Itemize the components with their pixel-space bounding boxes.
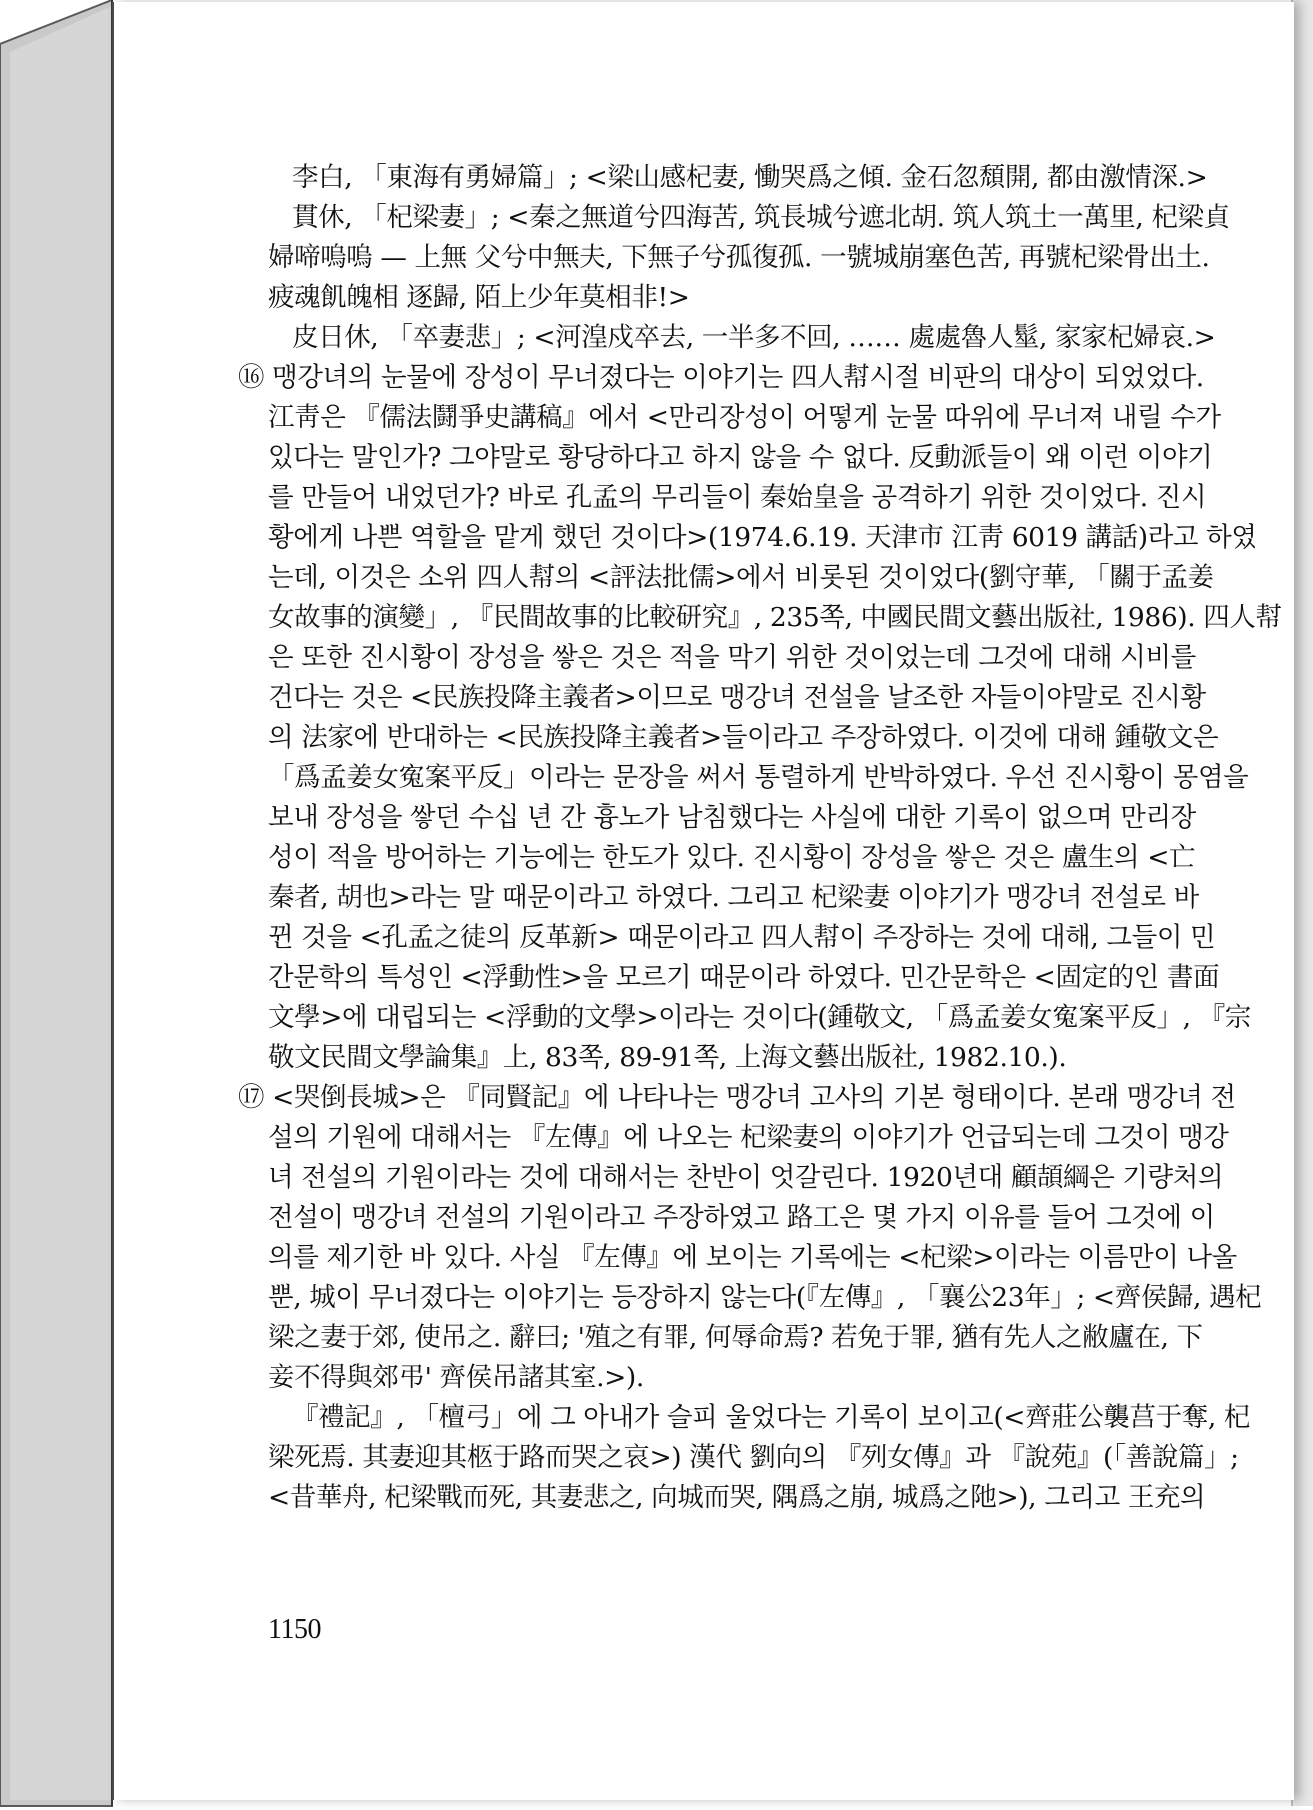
text-line: 보내 장성을 쌓던 수십 년 간 흉노가 남침했다는 사실에 대한 기록이 없으며 만리장 <box>268 802 1196 833</box>
text-line: 건다는 것은 <民族投降主義者>이므로 맹강녀 전설을 날조한 자들이야말로 진시황 <box>268 682 1206 713</box>
text-line: 妾不得與郊弔' 齊侯吊諸其室.>). <box>268 1362 644 1393</box>
text-line: 皮日休, 「卒妻悲」; <河湟戍卒去, 一半多不回, …… 處處魯人髽, 家家杞婦哀.> <box>292 322 1216 353</box>
text-line: 간문학의 특성인 <浮動性>을 모르기 때문이라 하였다. 민간문학은 <固定的인 書面 <box>268 962 1220 993</box>
text-line: 婦啼嗚嗚 — 上無 父兮中無夫, 下無子兮孤復孤. 一號城崩塞色苦, 再號杞梁骨出土. <box>268 242 1210 273</box>
text-line: 梁死焉. 其妻迎其柩于路而哭之哀>) 漢代 劉向의 『列女傳』과 『說苑』(「善說篇」; <box>268 1442 1239 1473</box>
text-line: 은 또한 진시황이 장성을 쌓은 것은 적을 막기 위한 것이었는데 그것에 대해 시비를 <box>268 642 1196 673</box>
text-line: 李白, 「東海有勇婦篇」; <梁山感杞妻, 慟哭爲之傾. 金石忽頹開, 都由激情深.> <box>292 162 1208 193</box>
text-line: 는데, 이것은 소위 四人幇의 <評法批儒>에서 비롯된 것이었다(劉守華, 「關于孟姜 <box>268 562 1214 593</box>
text-line: 녀 전설의 기원이라는 것에 대해서는 찬반이 엇갈린다. 1920년대 顧頡綱은 기량처의 <box>268 1162 1224 1193</box>
text-line: 秦者, 胡也>라는 말 때문이라고 하였다. 그리고 杞梁妻 이야기가 맹강녀 전설로 바 <box>268 882 1199 913</box>
text-line: 文學>에 대립되는 <浮動的文學>이라는 것이다(鍾敬文, 「爲孟姜女寃案平反」, 『宗 <box>268 1002 1251 1033</box>
text-line: 女故事的演變」, 『民間故事的比較研究』, 235쪽, 中國民間文藝出版社, 1986). 四人幇 <box>268 602 1282 633</box>
text-line: <昔華舟, 杞梁戰而死, 其妻悲之, 向城而哭, 隅爲之崩, 城爲之阤>), 그리고 王充의 <box>268 1482 1206 1513</box>
page-number: 1150 <box>268 1614 321 1645</box>
text-line: 貫休, 「杞梁妻」; <秦之無道兮四海苦, 筑長城兮遮北胡. 筑人筑土一萬里, 杞梁貞 <box>292 202 1230 233</box>
footnote-17-start: ⑰ <哭倒長城>은 『同賢記』에 나타나는 맹강녀 고사의 기본 형태이다. 본래 맹강녀 전 <box>238 1082 1236 1113</box>
text-line: 梁之妻于郊, 使吊之. 辭曰; '殖之有罪, 何辱命焉? 若免于罪, 猶有先人之敝廬在, 下 <box>268 1322 1203 1353</box>
text-line: 전설이 맹강녀 전설의 기원이라고 주장하였고 路工은 몇 가지 이유를 들어 그것에 이 <box>268 1202 1215 1233</box>
text-line: 뿐, 城이 무너졌다는 이야기는 등장하지 않는다(『左傳』, 「襄公23年」; <齊侯歸, 遇杞 <box>268 1282 1262 1313</box>
footnote-16-start: ⑯ 맹강녀의 눈물에 장성이 무너졌다는 이야기는 四人幇시절 비판의 대상이 되었었다. <box>238 362 1204 393</box>
text-line: 있다는 말인가? 그야말로 황당하다고 하지 않을 수 없다. 反動派들이 왜 이런 이야기 <box>268 442 1213 473</box>
text-line: 敬文民間文學論集』上, 83쪽, 89-91쪽, 上海文藝出版社, 1982.10.). <box>268 1042 1067 1073</box>
text-line: 뀐 것을 <孔孟之徒의 反革新> 때문이라고 四人幇이 주장하는 것에 대해, 그들이 민 <box>268 922 1216 953</box>
text-line: 「爲孟姜女寃案平反」이라는 문장을 써서 통렬하게 반박하였다. 우선 진시황이 몽염을 <box>268 762 1249 793</box>
text-line: 江靑은 『儒法鬪爭史講稿』에서 <만리장성이 어떻게 눈물 따위에 무너져 내릴 수가 <box>268 402 1221 433</box>
text-line: 疲魂飢魄相 逐歸, 陌上少年莫相非!> <box>268 282 690 313</box>
text-line: 의를 제기한 바 있다. 사실 『左傳』에 보이는 기록에는 <杞梁>이라는 이름만이 나올 <box>268 1242 1237 1273</box>
text-line: 『禮記』, 「檀弓」에 그 아내가 슬피 울었다는 기록이 보이고(<齊莊公襲莒于奪, 杞 <box>292 1402 1250 1433</box>
text-line: 를 만들어 내었던가? 바로 孔孟의 무리들이 秦始皇을 공격하기 위한 것이었다. 진시 <box>268 482 1207 513</box>
text-line: 성이 적을 방어하는 기능에는 한도가 있다. 진시황이 장성을 쌓은 것은 盧生의 <亡 <box>268 842 1196 873</box>
text-line: 황에게 나쁜 역할을 맡게 했던 것이다>(1974.6.19. 天津市 江靑 6019 講話)라고 하였 <box>268 522 1257 553</box>
page-body <box>238 158 1282 1518</box>
text-line: 의 法家에 반대하는 <民族投降主義者>들이라고 주장하였다. 이것에 대해 鍾敬文은 <box>268 722 1219 753</box>
text-line: 설의 기원에 대해서는 『左傳』에 나오는 杞梁妻의 이야기가 언급되는데 그것이 맹강 <box>268 1122 1229 1153</box>
